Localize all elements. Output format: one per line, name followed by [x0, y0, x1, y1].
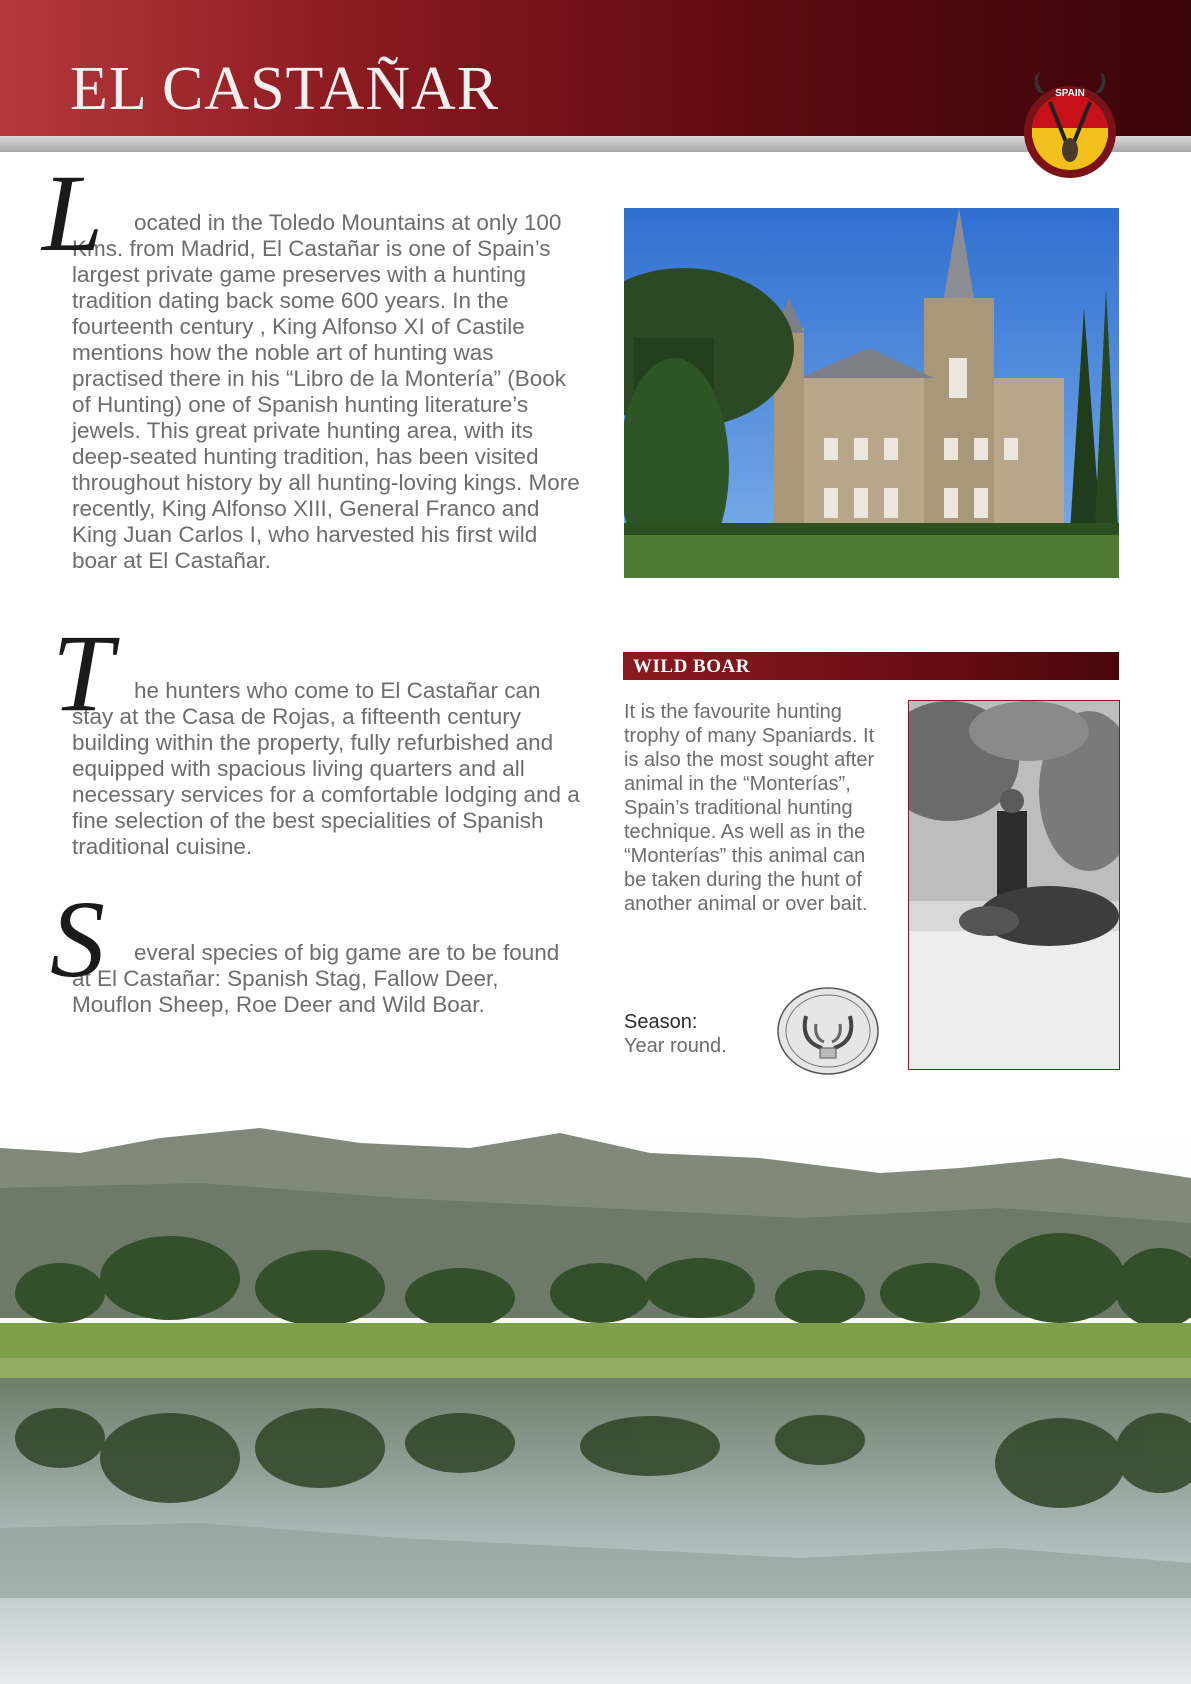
season-label: Season: [624, 1011, 698, 1033]
wild-boar-heading-text: WILD BOAR [633, 656, 750, 677]
page-title: EL CASTAÑAR [70, 55, 500, 123]
drop-cap-l: L [42, 152, 104, 274]
intro-paragraph-2 [52, 612, 580, 860]
landscape-photo [0, 1128, 1191, 1684]
drop-cap-t: T [52, 612, 114, 734]
header-underline [0, 136, 1191, 152]
brand-badge-icon [1020, 72, 1120, 182]
boar-tusk-seal-icon [776, 986, 880, 1076]
intro-text-1: ocated in the Toledo Mountains at only 100 Kms. from Madrid, El Castañar is one of Spain’s largest private game preserves with a hunting tradition dating back some 600 years. In the fourteenth century , King Alfonso XI of Castile mentions how the noble art of hunting was practised there in his “Libro de la Montería” (Book of Hunting) one of Spanish hunting literature’s jewels. This great private hunting area, with its deep-seated hunting tradition, has been visited throughout history by all hunting-loving kings. More recently, King Alfonso XIII, General Franco and King Juan Carlos I, who harvested his first wild boar at El Castañar. [72, 210, 580, 573]
intro-text-3: everal species of big game are to be found at El Castañar: Spanish Stag, Fallow Deer, Mouflon Sheep, Roe Deer and Wild Boar. [72, 940, 560, 1017]
intro-paragraph-3 [50, 878, 580, 1018]
season-value: Year round. [624, 1035, 727, 1057]
badge-top-text: SPAIN [1055, 88, 1085, 99]
intro-text-2: he hunters who come to El Castañar can stay at the Casa de Rojas, a fifteenth century building within the property, fully refurbished and equipped with spacious living quarters and all necessary services for a comfortable lodging and a fine selection of the best specialities of Spanish traditional cuisine. [72, 678, 580, 859]
wild-boar-description: It is the favourite hunting trophy of many Spaniards. It is also the most sought after animal in the “Monterías”, Spain’s traditional hunting technique. As well as in the “Monterías” this animal can be taken during the hunt of another animal or over bait. [624, 701, 875, 915]
intro-paragraph-1 [42, 152, 580, 574]
drop-cap-s: S [50, 878, 105, 1000]
wild-boar-heading [623, 652, 1119, 680]
hunter-with-boar-photo [908, 700, 1120, 1070]
header-banner [0, 0, 1191, 136]
castle-photo [624, 208, 1119, 578]
